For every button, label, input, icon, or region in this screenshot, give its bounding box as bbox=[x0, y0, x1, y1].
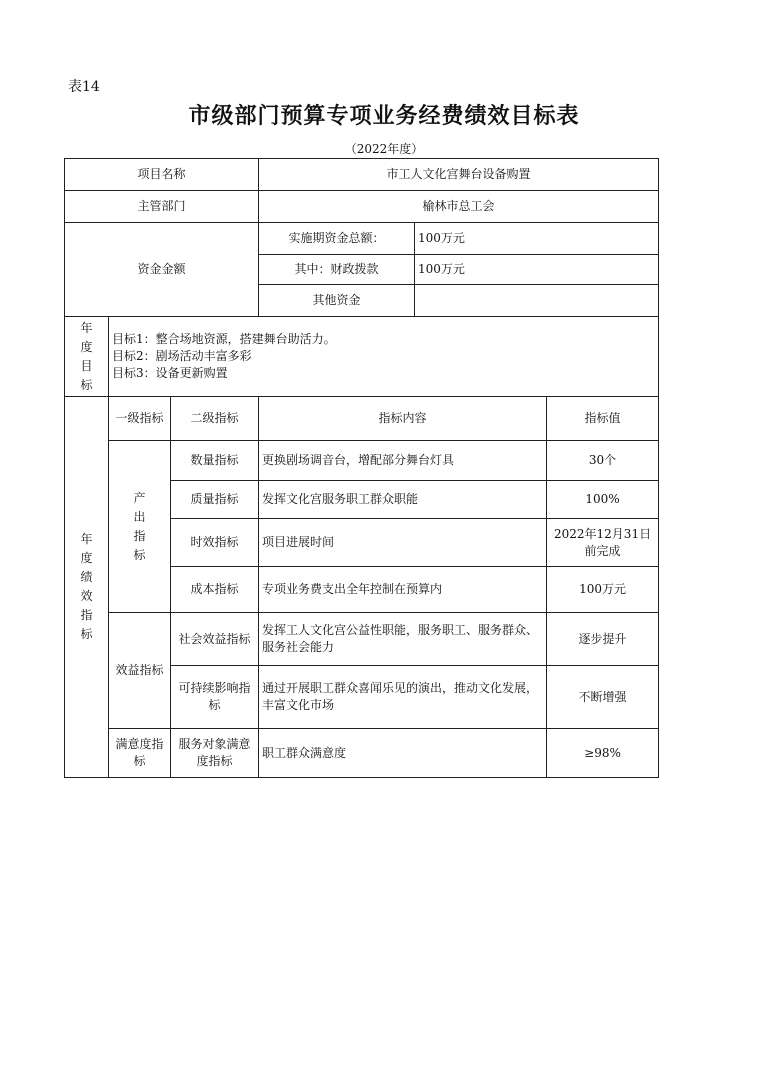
goal-item: 目标1：整合场地资源，搭建舞台助活力。 bbox=[112, 332, 336, 346]
performance-indicators-label: 年度绩效指标 bbox=[65, 397, 109, 778]
value-cell: 30个 bbox=[547, 441, 659, 481]
benefit-indicators-label: 效益指标 bbox=[109, 613, 171, 729]
project-name-value: 市工人文化宫舞台设备购置 bbox=[259, 159, 659, 191]
level2-cell: 社会效益指标 bbox=[171, 613, 259, 666]
table-row bbox=[65, 613, 659, 666]
level2-cell: 数量指标 bbox=[171, 441, 259, 481]
table-header-row bbox=[65, 397, 659, 441]
goal-item: 目标3：设备更新购置 bbox=[112, 366, 228, 380]
table-row bbox=[65, 191, 659, 223]
content-cell: 更换剧场调音台，增配部分舞台灯具 bbox=[259, 441, 547, 481]
value-cell: 不断增强 bbox=[547, 666, 659, 729]
output-indicators-label: 产出指标 bbox=[109, 441, 171, 613]
table-number: 表14 bbox=[68, 79, 100, 95]
total-funds-label: 实施期资金总额： bbox=[259, 223, 415, 255]
other-funds-value bbox=[415, 285, 659, 317]
content-cell: 通过开展职工群众喜闻乐见的演出，推动文化发展，丰富文化市场 bbox=[259, 666, 547, 729]
value-cell: 100万元 bbox=[547, 567, 659, 613]
table-row bbox=[65, 317, 659, 397]
annual-goals-label: 年度目标 bbox=[65, 317, 109, 397]
header-level2: 二级指标 bbox=[171, 397, 259, 441]
level2-cell: 服务对象满意度指标 bbox=[171, 729, 259, 778]
level2-cell: 成本指标 bbox=[171, 567, 259, 613]
fiscal-funds-value: 100万元 bbox=[415, 255, 659, 285]
page-title: 市级部门预算专项业务经费绩效目标表 bbox=[188, 103, 580, 129]
header-content: 指标内容 bbox=[259, 397, 547, 441]
performance-target-table bbox=[64, 158, 659, 778]
project-name-label: 项目名称 bbox=[65, 159, 259, 191]
total-funds-value: 100万元 bbox=[415, 223, 659, 255]
table-row bbox=[65, 223, 659, 255]
level2-cell: 质量指标 bbox=[171, 481, 259, 519]
fiscal-funds-label: 其中：财政拨款 bbox=[259, 255, 415, 285]
value-cell: 逐步提升 bbox=[547, 613, 659, 666]
table-row bbox=[65, 729, 659, 778]
content-cell: 职工群众满意度 bbox=[259, 729, 547, 778]
level2-cell: 时效指标 bbox=[171, 519, 259, 567]
funds-label: 资金金额 bbox=[65, 223, 259, 317]
other-funds-label: 其他资金 bbox=[259, 285, 415, 317]
annual-goals-list bbox=[109, 317, 659, 397]
content-cell: 项目进展时间 bbox=[259, 519, 547, 567]
header-value: 指标值 bbox=[547, 397, 659, 441]
value-cell: ≥98% bbox=[547, 729, 659, 778]
satisfaction-indicators-label: 满意度指标 bbox=[109, 729, 171, 778]
value-cell: 100% bbox=[547, 481, 659, 519]
table-row bbox=[65, 441, 659, 481]
table-row bbox=[65, 159, 659, 191]
content-cell: 专项业务费支出全年控制在预算内 bbox=[259, 567, 547, 613]
content-cell: 发挥文化宫服务职工群众职能 bbox=[259, 481, 547, 519]
value-cell: 2022年12月31日前完成 bbox=[547, 519, 659, 567]
header-level1: 一级指标 bbox=[109, 397, 171, 441]
goal-item: 目标2：剧场活动丰富多彩 bbox=[112, 349, 252, 363]
level2-cell: 可持续影响指标 bbox=[171, 666, 259, 729]
department-label: 主管部门 bbox=[65, 191, 259, 223]
content-cell: 发挥工人文化宫公益性职能，服务职工、服务群众、服务社会能力 bbox=[259, 613, 547, 666]
fiscal-year: （2022年度） bbox=[344, 142, 424, 156]
department-value: 榆林市总工会 bbox=[259, 191, 659, 223]
